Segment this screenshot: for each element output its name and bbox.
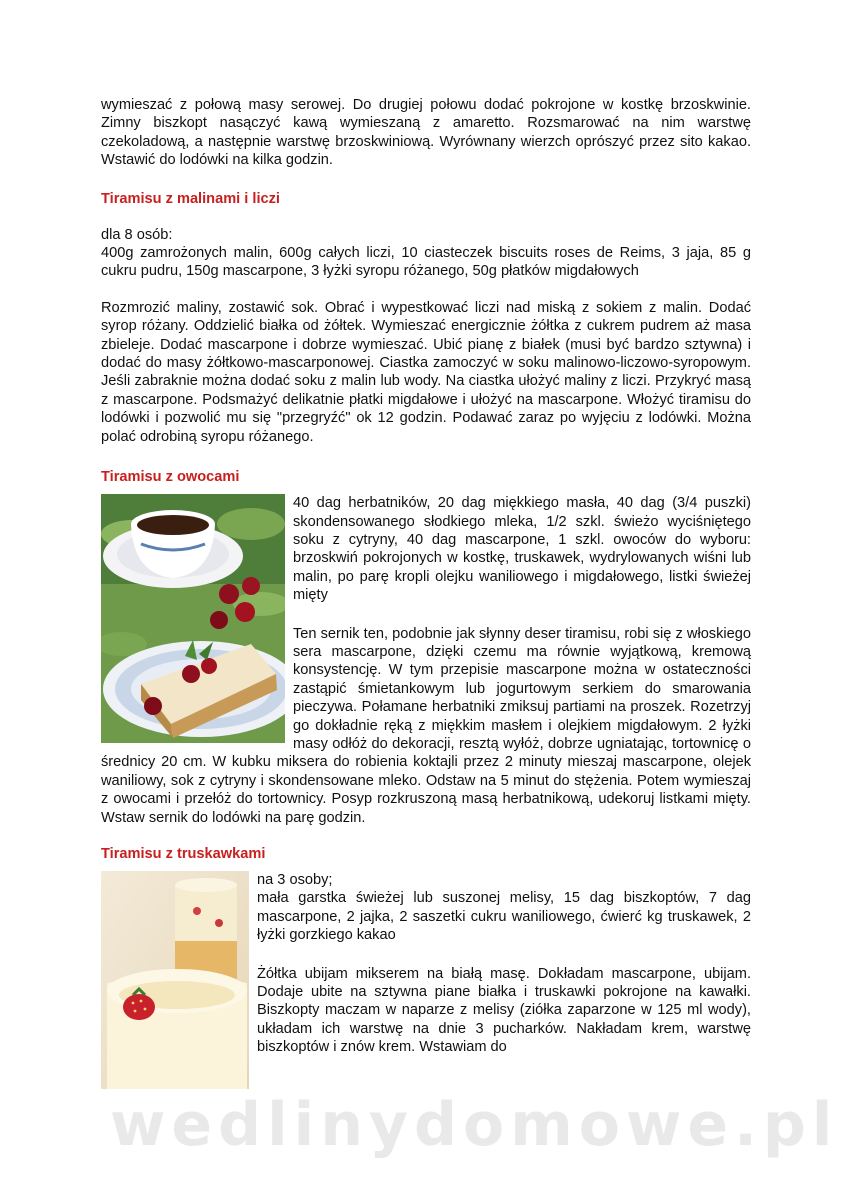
recipe-servings: na 3 osoby;	[257, 872, 333, 888]
recipe-title-owocami: Tiramisu z owocami	[101, 469, 240, 486]
recipe-method: Żółtka ubijam mikserem na białą masę. Dokładam mascarpone, ubijam. Dodaje ubite na sztywna piane białka i truskawki pokrojone na kawałki. Biszkopty maczam w naparze z melisy (ziółka zaparzone w 125 ml wody), układam ich warstwę na dnie 3 pucharków. Nakładam krem, warstwę biszkoptów i znów krem. Wstawiam do	[257, 965, 751, 1056]
recipe-method: Rozmrozić maliny, zostawić sok. Obrać i wypestkować liczi nad miską z sokiem z malin. Dodać syrop różany. Oddzielić białka od żółtek. Wymieszać energicznie żółtka z cukrem pudrem aż masa zbieleje. Dodać mascarpone i dobrze wymieszać. Ubić pianę z białek (musi być bardzo sztywna) i dodać do masy żółtkowo-mascarponowej. Ciastka zamoczyć w soku malinowo-liczowo-syropowym. Jeśli zabraknie można dodać soku z malin lub wody. Na ciastka ułożyć maliny z liczi. Przykryć masą z mascarpone. Podsmażyć delikatnie płatki migdałowe i ułożyć na mascarpone. Włożyć tiramisu do lodówki i pozwolić mu się "przegryźć" ok 12 godzin. Podawać zaraz po wyjęciu z lodówki. Można polać odrobiną syropu różanego.	[101, 299, 751, 445]
document-page	[101, 96, 751, 1093]
site-watermark: wedlinydomowe.pl	[110, 1090, 839, 1160]
cheesecake-coffee-photo	[101, 494, 285, 743]
recipe-ingredients: 40 dag herbatników, 20 dag miękkiego masła, 40 dag (3/4 puszki) skondensowanego słodkiego mleka, 1/2 szkl. świeżo wyciśniętego soku z cytryny, 40 dag mascarpone, 1 szkl. owoców do wyboru: brzoskwiń pokrojonych w kostkę, truskawek, wydrylowanych wiśni lub malin, po parę kropli olejku waniliowego i migdałowego, listki świeżej mięty	[293, 495, 751, 604]
intro-paragraph: wymieszać z połową masy serowej. Do drugiej połowu dodać pokrojone w kostkę brzoskwinie. Zimny biszkopt nasączyć kawą wymieszaną z amaretto. Rozsmarować na nim warstwę czekoladową, a następnie warstwę brzoskwiniową. Wyrównany wierzch oprószyć przez sito kakao. Wstawić do lodówki na kilka godzin.	[101, 97, 751, 169]
recipe-ingredients: mała garstka świeżej lub suszonej melisy, 15 dag biszkoptów, 7 dag mascarpone, 2 jajka, 2 saszetki cukru waniliowego, ćwierć kg truskawek, 2 łyżki gorzkiego kakao	[257, 890, 751, 944]
recipe-ingredients: 400g zamrożonych malin, 600g całych liczi, 10 ciasteczek biscuits roses de Reims, 3 jaja, 85 g cukru pudru, 150g mascarpone, 3 łyżki syropu różanego, 50g płatków migdałowych	[101, 245, 751, 280]
recipe-title-malinami: Tiramisu z malinami i liczi	[101, 190, 280, 207]
recipe-title-truskawkami: Tiramisu z truskawkami	[101, 846, 266, 862]
recipe-servings: dla 8 osób:	[101, 226, 173, 243]
recipe-method: Ten sernik ten, podobnie jak słynny deser tiramisu, robi się z włoskiego sera mascarpone, dzięki czemu ma równie wyjątkową, kremową konsystencję. W tym przepisie mascarpone można w ostateczności zastąpić śmietankowym lub jogurtowym serkiem do smarowania pieczywa. Połamane herbatniki zmiksuj partiami na proszek. Rozetrzyj go dokładnie ręką z miękkim masłem i olejkiem migdałowym. 2 łyżki masy odłóż do dekoracji, resztą wyłóż, dobrze ugniatając, tortownicę o średnicy 20 cm. W kubku miksera do robienia koktajli przez 2 minuty mieszaj mascarpone, olejek waniliowy, sok z cytryny i skondensowane mleko. Odstaw na 5 minut do stężenia. Potem wymieszaj z owocami i przełóż do tortownicy. Posyp rozkruszoną masą herbatnikową, udekoruj listkami mięty. Wstaw sernik do lodówki na parę godzin.	[101, 625, 751, 826]
strawberry-dessert-photo	[101, 871, 249, 1089]
